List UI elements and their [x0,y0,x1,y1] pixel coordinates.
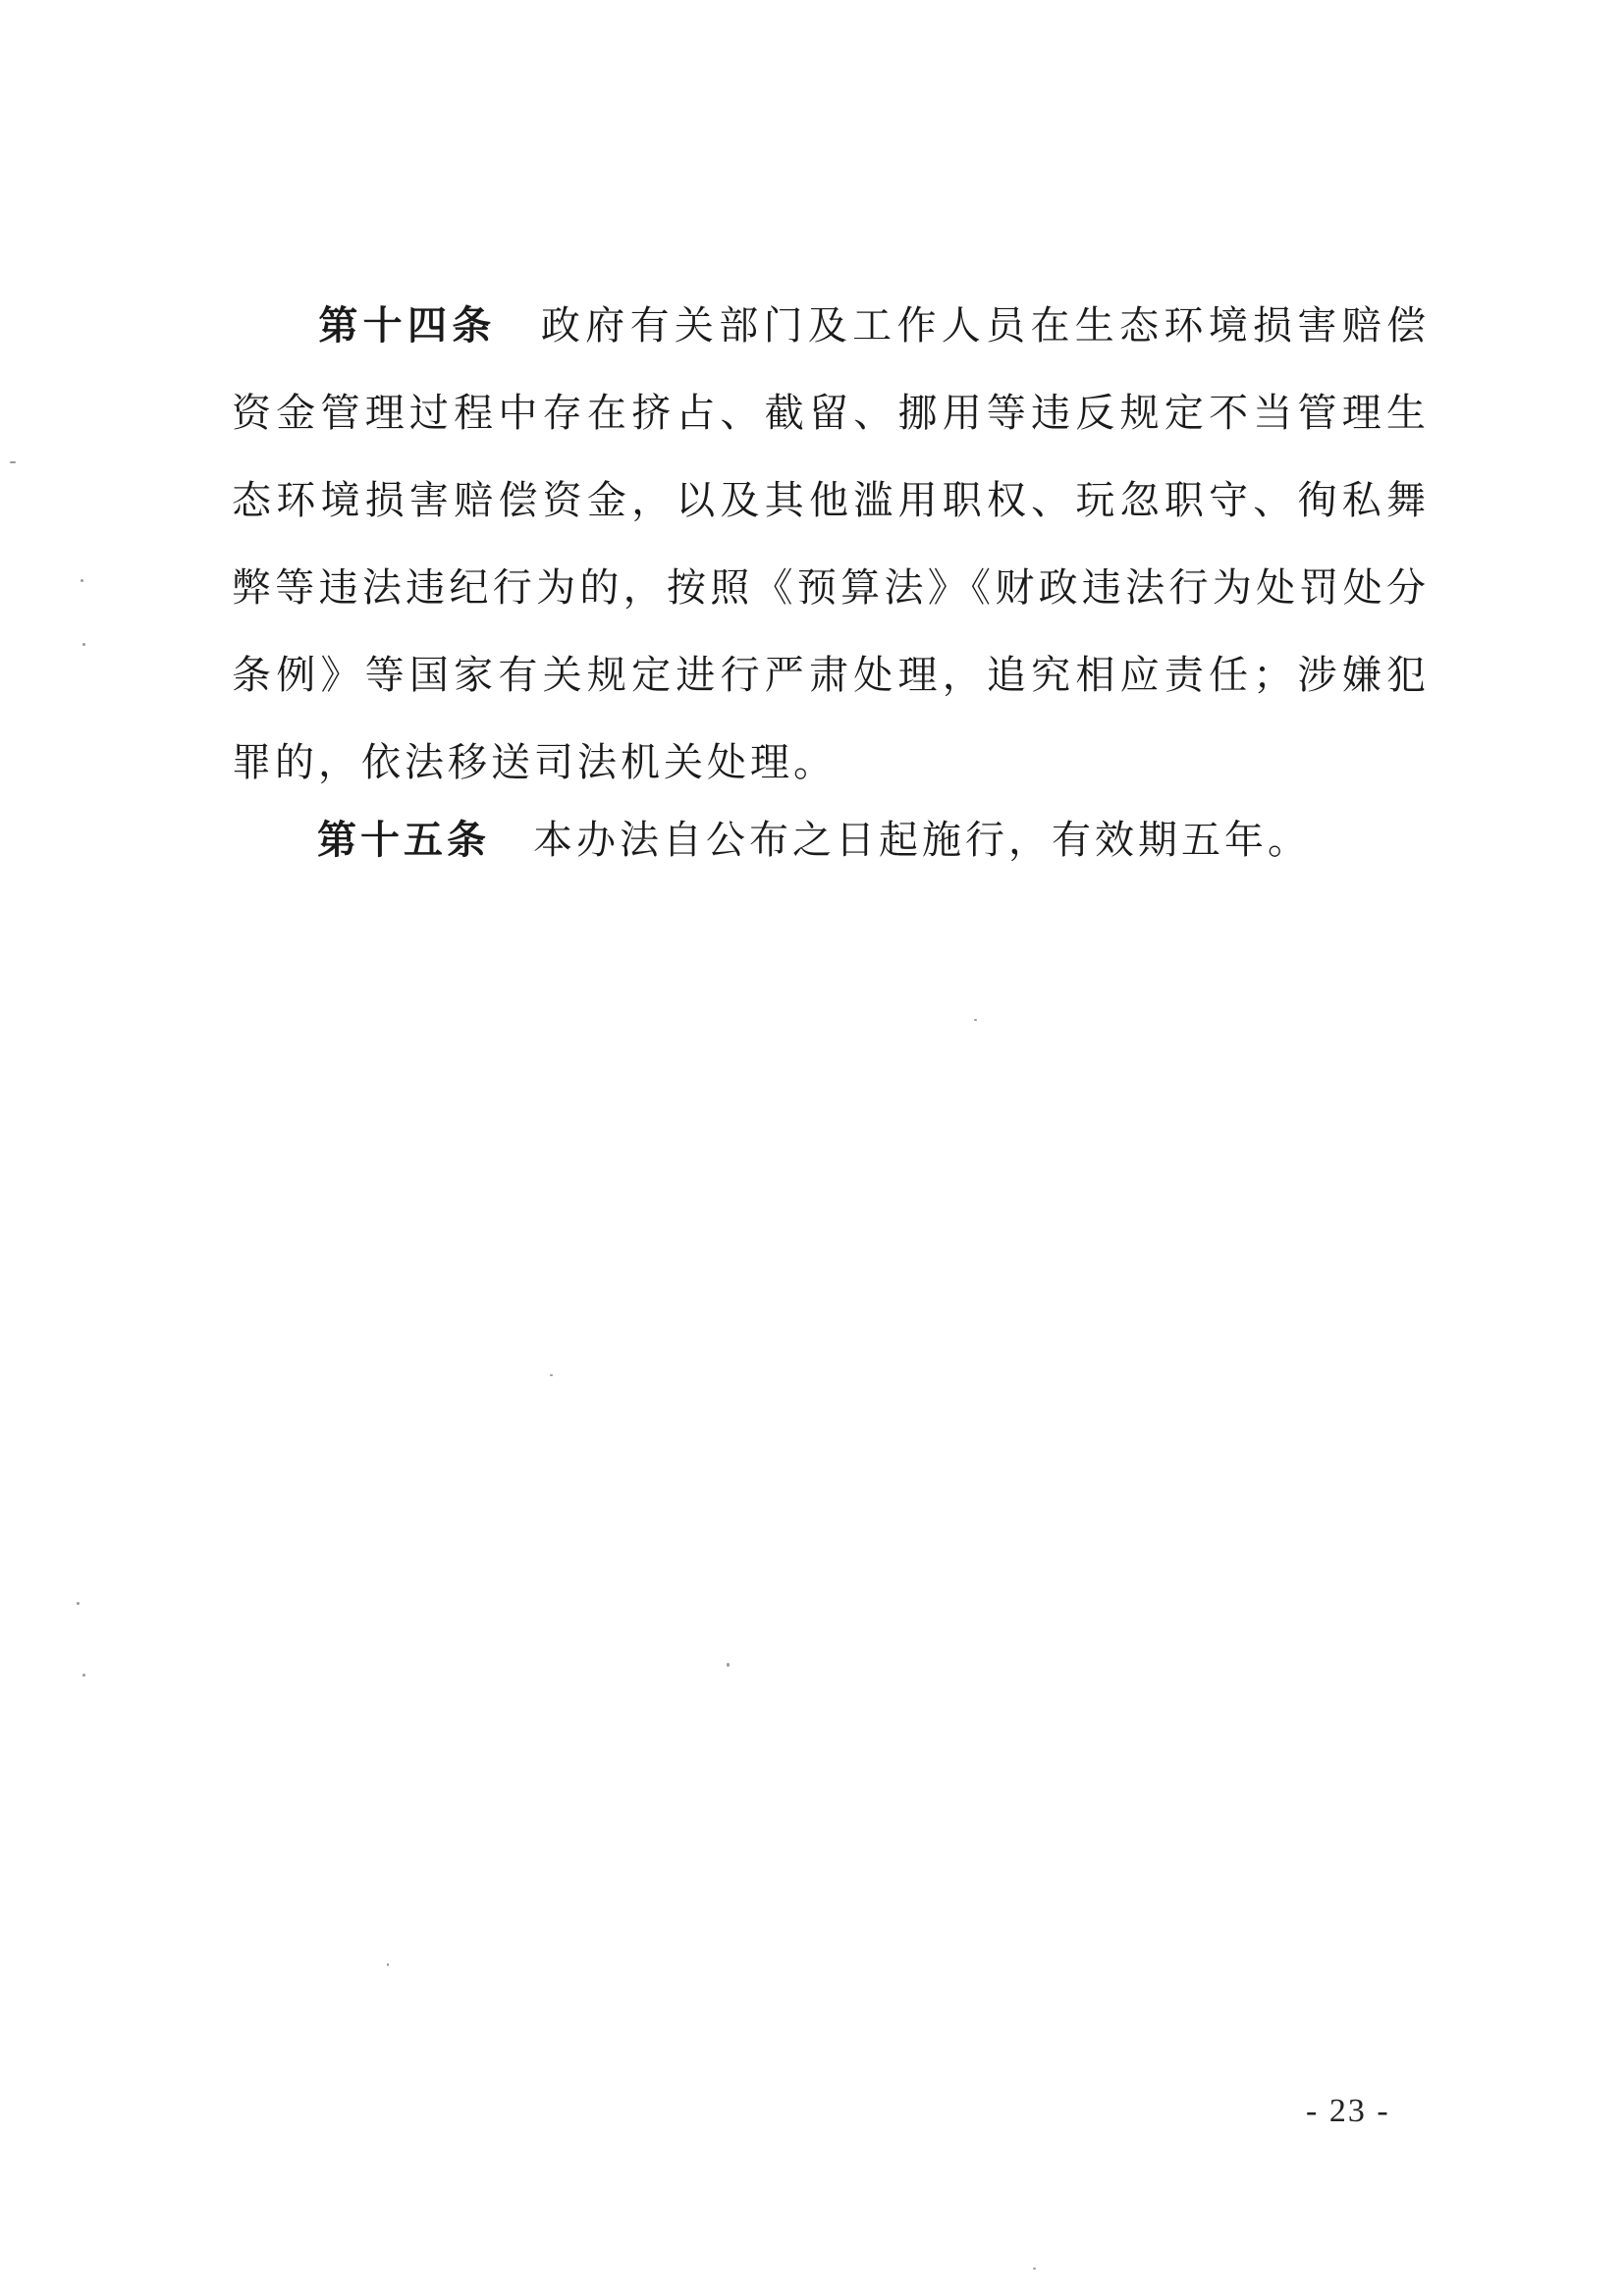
article-14-text: 政府有关部门及工作人员在生态环境损害赔偿资金管理过程中存在挤占、截留、挪用等违反规定不当管理生态环境损害赔偿资金，以及其他滥用职权、玩忽职守、徇私舞弊等违法违纪行为的，按照《预算法》《财政违法行为处罚处分条例》等国家有关规定进行严肃处理，追究相应责任；涉嫌犯罪的，依法移送司法机关处理。 [232,303,1431,785]
scan-speck [10,461,16,463]
article-15-label: 第十五条 [317,818,490,863]
scan-speck [974,1019,977,1021]
page-number: - 23 - [1306,2093,1390,2129]
article-14-label: 第十四条 [317,303,497,348]
article-15-paragraph [232,797,1430,884]
scan-speck [1033,2268,1036,2269]
article-15-text: 本办法自公布之日起施行，有效期五年。 [533,818,1311,863]
scan-speck [82,1674,85,1677]
article-14-paragraph [232,283,1430,807]
scan-speck [550,1374,553,1376]
scan-speck [727,1663,730,1667]
scan-speck [77,1602,80,1605]
scan-speck [81,579,83,582]
scan-speck [82,643,85,646]
scan-speck [387,1963,389,1966]
